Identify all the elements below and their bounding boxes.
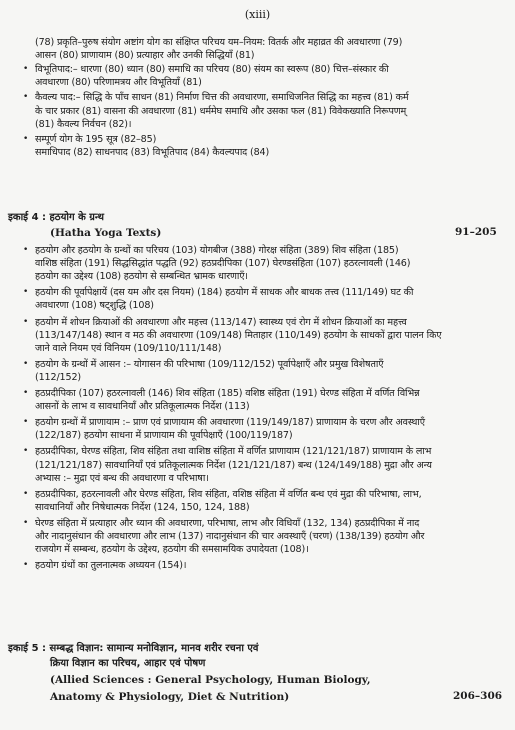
bullet-icon: • [23,287,29,298]
text-line: (81) कैवल्य निर्वचन (82)। [35,118,132,130]
text-line: हठप्रदीपिका, घेरण्ड संहिता, शिव संहिता तथा वाशिष्ठ संहिता में वर्णित प्राणायाम (121/121/187) प्राणायाम के लाभ [35,446,432,458]
text-line: (112/152) [35,371,81,383]
text-line: हठयोग ग्रन्थों में प्राणायाम :– प्राण एवं प्राणायाम की अवधारणा (119/149/187) प्राणायाम के चरण और अवस्थाएँ [35,417,425,429]
text-line: अभ्यास :– मुद्रा एवं बन्ध की अवधारणा व परिभाषा। [35,472,209,484]
page-number: (xiii) [244,8,271,21]
bullet-icon: • [23,133,29,144]
text-line: सावधानियाँ और निषेधात्मक निर्देश (124, 150, 124, 188) [35,501,250,513]
bullet-icon: • [23,245,29,255]
unit-5-english-line1: (Allied Sciences : General Psychology, Human Biology, [50,674,371,686]
text-line: हठयोग के ग्रन्थों में आसन :– योगासन की परिभाषा (109/112/152) पूर्वापेक्षाएँ और प्रमुख विशेषताएँ [35,358,384,370]
unit-5-title-line1: इकाई 5 : सम्बद्ध विज्ञान: सामान्य मनोविज्ञान, मानव शरीर रचना एवं [8,643,259,654]
text-line: अवधारणा (108) षट्शुद्धि (108) [35,300,154,312]
bullet-icon: • [23,560,29,571]
bullet-icon: • [23,517,29,528]
bullet-icon: • [23,64,29,75]
bullet-icon: • [23,417,29,428]
text-line: कैवल्य पाद:– सिद्धि के पाँच साधन (81) निर्माण चित्त की अवधारणा, समाधिजनित सिद्धि का महत्त्व (81) कर्म [35,92,409,104]
text-line: और नादानुसंधान की अवधारणा और लाभ (137) नादानुसंधान की चार अवस्थाएँ (चरण) (138/139) हठयोग और [35,531,425,542]
text-line: हठयोग की पूर्वापेक्षायें (दस यम और दस नियम) (184) हठयोग में साधक और बाधक तत्त्व (111/149) घट की [35,287,414,299]
bullet-icon: • [23,488,29,499]
text-line: अवधारणा (80) परिणामत्रय और विभूतियाँ (81) [35,77,202,89]
bullet-icon: • [23,358,29,369]
text-line: सम्पूर्ण योग के 195 सूत्र (82–85) [35,133,157,145]
unit-5-english-line2: Anatomy & Physiology, Diet & Nutrition) [50,691,290,703]
unit-5-title-line2: क्रिया विज्ञान का परिचय, आहार एवं पोषण [50,658,206,669]
bullet-icon: • [23,388,29,398]
bullet-icon: • [23,316,29,327]
bullet-icon: • [23,92,29,103]
unit-5-page-range: 206–306 [453,690,503,702]
text-line: राजयोग में सम्बन्ध, हठयोग के उद्देश्य, हठयोग की समसामयिक उपादेयता (108)। [35,544,309,556]
text-line: हठयोग का उद्देश्य (108) हठयोग से सम्बन्धित भ्रामक धारणाएँ। [35,271,248,283]
text-line: घेरण्ड संहिता में प्रत्याहार और ध्यान की अवधारणा, परिभाषा, लाभ और विधियाँ (132, 134) हठप्रदीपिका में नाद [35,517,420,529]
text-line: हठप्रदीपिका, हठरत्नावली और घेरण्ड संहिता, शिव संहिता, वशिष्ठ संहिता में वर्णित बन्ध एवं मुद्रा की परिभाषा, लाभ, [35,488,422,500]
text-line: (78) प्रकृति–पुरुष संयोग अष्टांग योग का संक्षिप्त परिचय यम–नियम: वितर्क और महाव्रत की अवधारणा (79) [35,37,403,48]
text-line: आसनों के लाभ व सावधानियाँ और प्रतिकूलात्मक निर्देश (113) [35,401,250,413]
text-line: विभूतिपाद:– धारणा (80) ध्यान (80) समाधि का परिचय (80) संयम का स्वरूप (80) चित्त–संस्कार की [35,64,389,76]
text-line: वाशिष्ठ संहिता (191) सिद्धसिद्धांत पद्धति (92) हठप्रदीपिका (107) घेरण्डसंहिता (107) हठरत्नावली (146) [35,258,411,270]
unit-4-title: इकाई 4 : हठयोग के ग्रन्थ [8,212,104,223]
text-line: समाधिपाद (82) साधनपाद (83) विभूतिपाद (84) कैवल्यपाद (84) [35,146,270,158]
text-line: हठयोग ग्रंथों का तुलनात्मक अध्ययन (154)। [35,560,187,572]
text-line: जाने वाले नियम एवं विनियम (109/110/111/148) [35,342,222,354]
text-line: हठयोग में शोधन क्रियाओं की अवधारणा और महत्त्व (113/147) स्वास्थ्य एवं रोग में शोधन क्रियाओं का महत्त्व [35,316,407,328]
text-line: (113/147/148) स्थान व मठ की अवधारणा (109/148) मिताहार (110/149) हठयोग के साधकों द्वारा पालन किए [35,329,442,341]
text-line: के चार प्रकार (81) वासना की अवधारणा (81) धर्ममेघ समाधि और उसका फल (81) विवेकख्याति निरूपणम् [35,105,407,117]
text-line: (122/187) हठयोग साधना में प्राणायाम की पूर्वापेक्षाएँ (100/119/187) [35,430,293,442]
text-line: (121/121/187) सावधानियाँ एवं प्रतिकूलात्मक निर्देश (121/121/187) बन्ध (124/149/188) मुद्रा और अन्य [35,459,432,471]
unit-4-page-range: 91–205 [455,226,497,238]
text-line: आसन (80) प्राणायाम (80) प्रत्याहार और उनकी सिद्धियाँ (81) [35,50,255,62]
unit-4-english-title: (Hatha Yoga Texts) [50,227,162,239]
text-line: हठयोग और हठयोग के ग्रन्थों का परिचय (103) योगबीज (388) गोरक्ष संहिता (389) शिव संहिता (185) [35,245,399,256]
text-line: हठप्रदीपिका (107) हठरत्नावली (146) शिव संहिता (185) वशिष्ठ संहिता (191) घेरण्ड संहिता में वर्णित विभिन्न [35,388,420,399]
bullet-icon: • [23,446,29,457]
